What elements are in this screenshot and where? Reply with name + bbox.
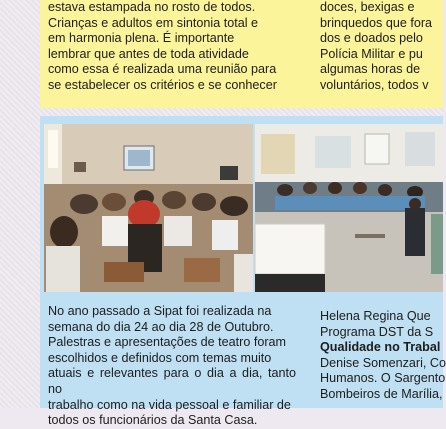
- event-photo-right: [255, 124, 443, 292]
- text-line: Denise Somenzari, Co: [320, 355, 446, 370]
- text-line: atuais e relevantes para o dia a dia, tanto no: [48, 366, 296, 396]
- text-line: lembrar que antes de toda atividade: [48, 46, 249, 61]
- text-line: se estabelecer os critérios e se conhecer: [48, 77, 277, 92]
- text-line: em harmonia plena. É importante: [48, 31, 235, 46]
- bottom-left-column: [48, 304, 296, 428]
- text-line: estava estampada no rosto de todos.: [48, 0, 256, 14]
- text-line: Palestras e apresentações de teatro foram: [48, 335, 287, 350]
- text-line: Helena Regina Que: [320, 309, 431, 323]
- text-line: como essa é realizada uma reunião para: [48, 62, 277, 77]
- top-right-column: [320, 0, 443, 104]
- text-line: voluntários, todos v: [320, 77, 429, 92]
- text-line: escolhidos e definidos com temas muito: [48, 350, 272, 365]
- text-line: Bombeiros de Marília,: [320, 386, 443, 401]
- text-line: dos e doados pelo: [320, 31, 423, 46]
- text-line: doces, bexigas e: [320, 0, 415, 14]
- text-line-bold: [320, 340, 443, 356]
- event-photo-left: [44, 124, 253, 292]
- text-line: No ano passado a Sipat foi realizada na: [48, 304, 272, 318]
- text-line: Crianças e adultos em sintonia total e: [48, 15, 259, 30]
- text-line: Polícia Militar e pu: [320, 46, 423, 61]
- text-line: todos os funcionários da Santa Casa.: [48, 413, 258, 428]
- text-line: Humanos. O Sargento: [320, 371, 446, 386]
- top-left-column: [48, 0, 296, 104]
- text-line: semana do dia 24 ao dia 28 de Outubro.: [48, 319, 274, 334]
- text-line: algumas horas de: [320, 62, 421, 77]
- bold-text: Qualidade no Trabal: [320, 340, 441, 355]
- text-line: trabalho como na vida pessoal e familiar de: [48, 397, 291, 412]
- text-line: Programa DST da S: [320, 324, 434, 339]
- bottom-right-column: [320, 309, 446, 408]
- text-line: brinquedos que fora: [320, 15, 433, 30]
